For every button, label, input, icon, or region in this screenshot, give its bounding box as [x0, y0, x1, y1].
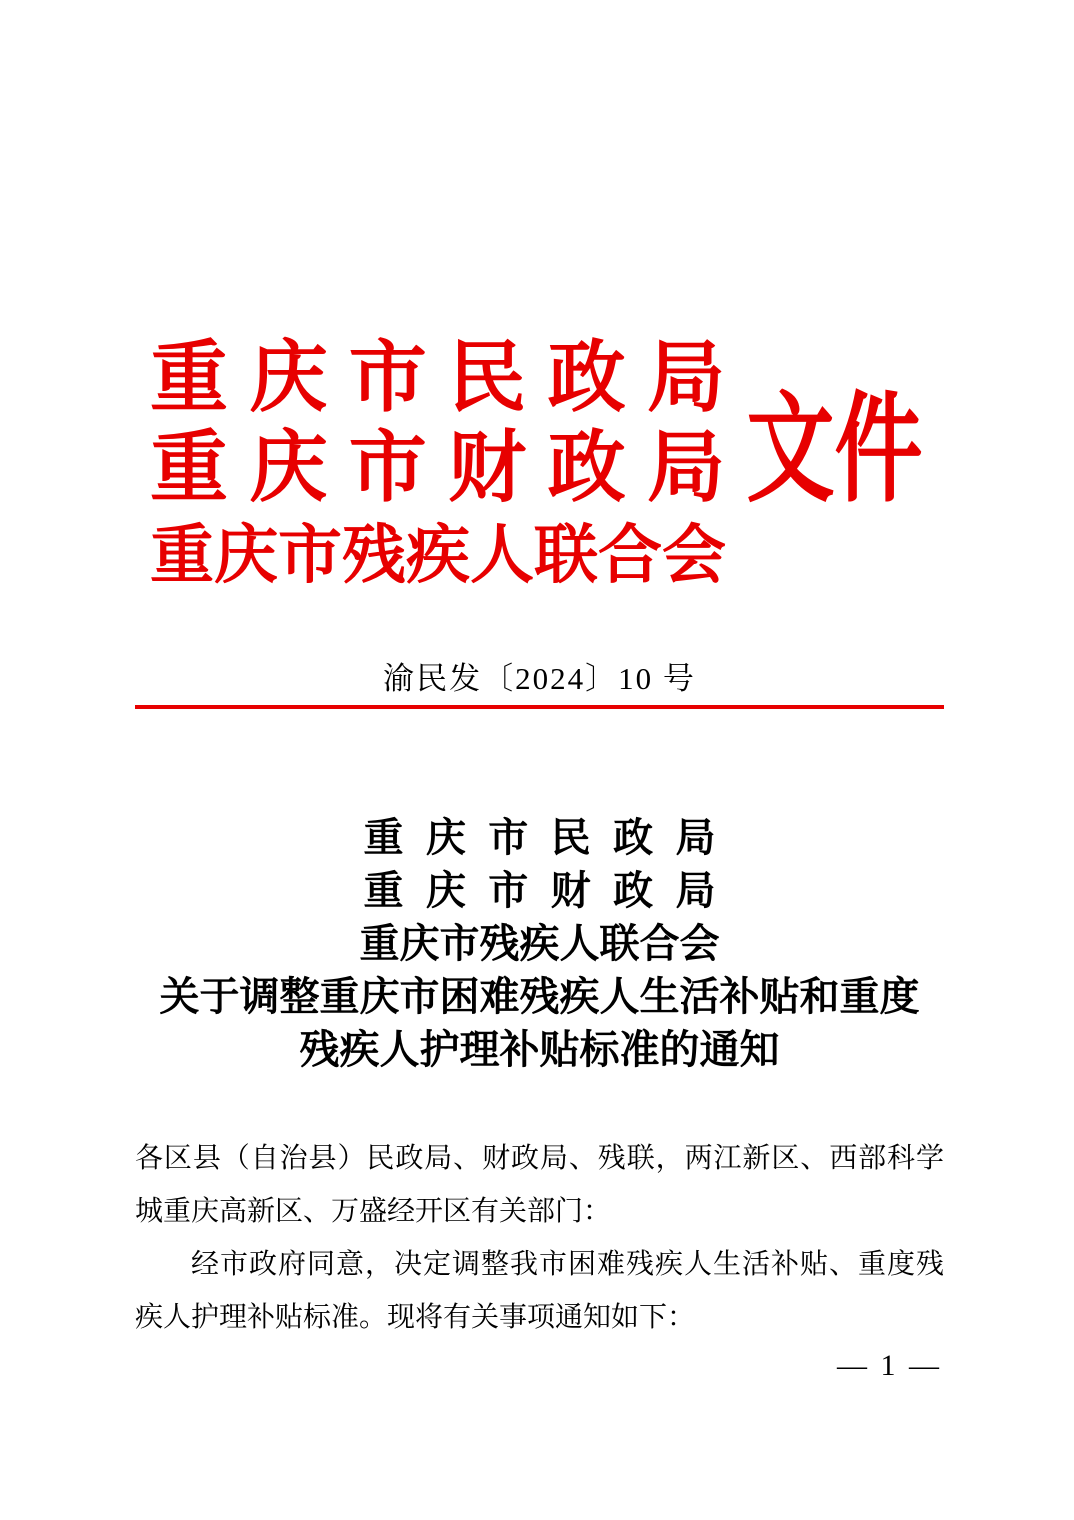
- title-org-line-3: 重庆市残疾人联合会: [359, 921, 720, 966]
- body-paragraph-1: 经市政府同意，决定调整我市困难残疾人生活补贴、重度残疾人护理补贴标准。现将有关事项通知如下：: [135, 1249, 944, 1333]
- title-subject-line-1: 关于调整重庆市困难残疾人生活补贴和重度: [159, 974, 920, 1019]
- page-number: — 1 —: [837, 1349, 942, 1382]
- body-text: [135, 1132, 944, 1344]
- title-subject-line-2: 残疾人护理补贴标准的通知: [299, 1027, 780, 1072]
- title-org-line-2: 重 庆 市 财 政 局: [363, 868, 716, 913]
- reference-number: 渝民发〔2024〕10 号: [383, 661, 696, 696]
- title-org-line-1: 重 庆 市 民 政 局: [363, 815, 716, 860]
- letterhead: [135, 333, 944, 599]
- red-divider-line: [135, 705, 944, 709]
- letterhead-org-line-1: 重 庆 市 民 政 局: [150, 334, 725, 421]
- letterhead-org-line-3: 重 庆 市 残 疾 人 联 合 会: [150, 520, 726, 591]
- document-title: [135, 811, 944, 1076]
- letterhead-org-names: [150, 333, 725, 599]
- letterhead-document-word: 文件: [746, 385, 923, 517]
- salutation: 各区县（自治县）民政局、财政局、残联，两江新区、西部科学城重庆高新区、万盛经开区有关部门：: [135, 1143, 944, 1227]
- letterhead-org-line-2: 重 庆 市 财 政 局: [150, 424, 725, 511]
